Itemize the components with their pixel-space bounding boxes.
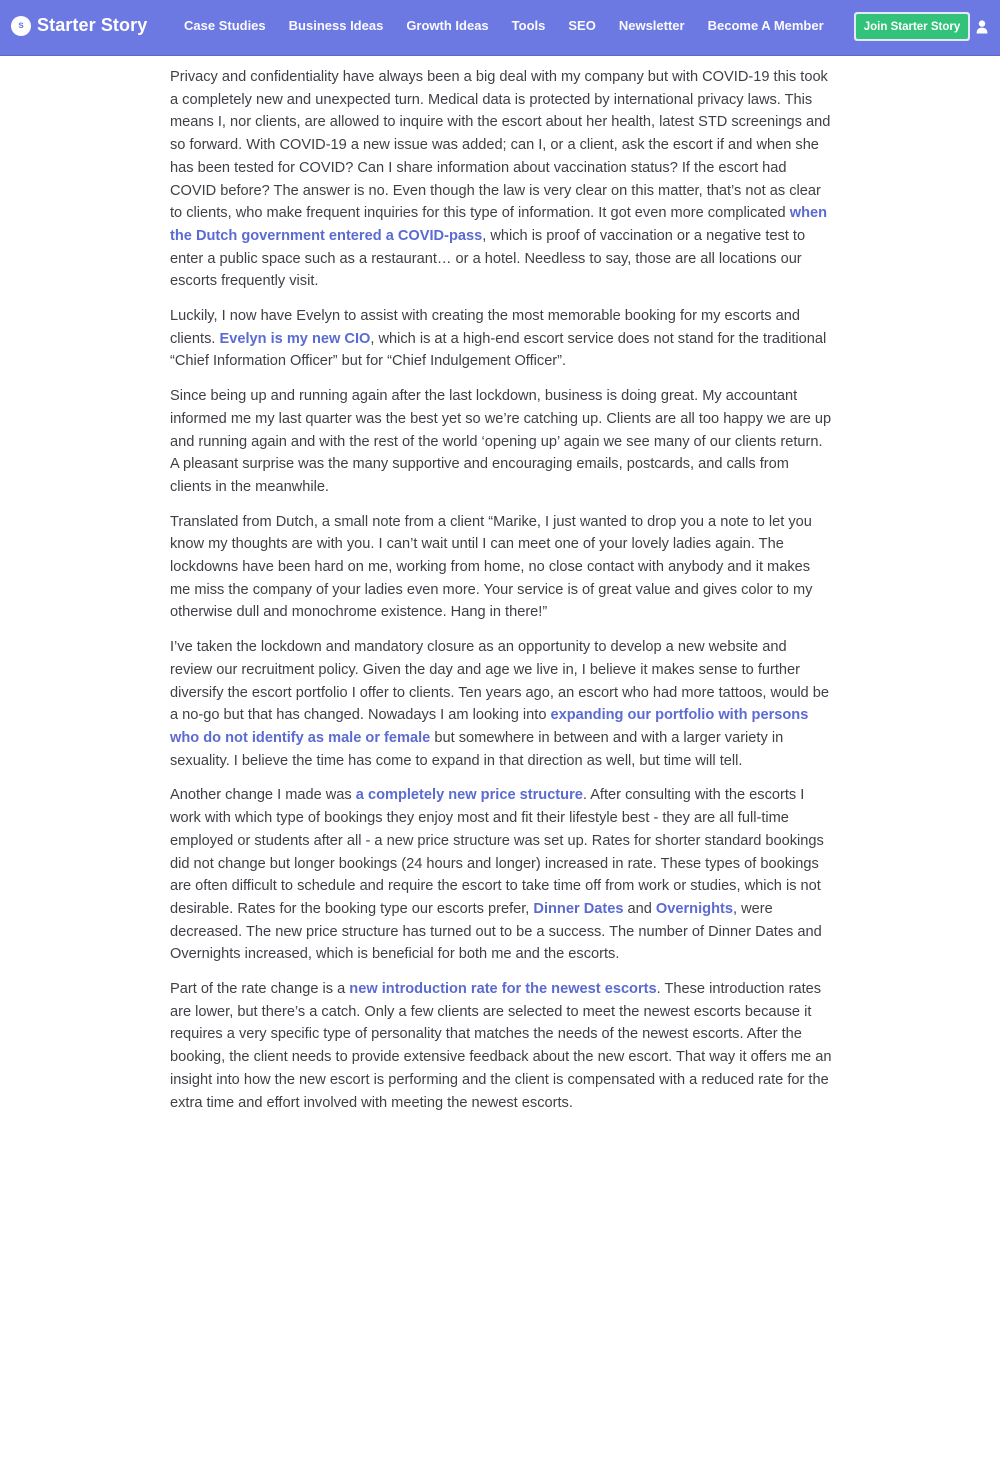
nav-business-ideas[interactable]: Business Ideas — [288, 18, 384, 33]
nav-tools[interactable]: Tools — [511, 18, 546, 33]
paragraph-privacy: Privacy and confidentiality have always been a big deal with my company but with COVID-19 this took a completely new and unexpected turn. Medical data is protected by international privacy laws. This means I, nor clients, are allowed to inquire with the escort about her health, latest STD screenings and so forward. With COVID-19 a new issue was added; can I, or a client, ask the escort if and when she has been tested for COVID? Can I share information about vaccination status? If the escort had COVID before? The answer is no. Even though the law is very clear on this matter, that’s not as clear to clients, who make frequent inquiries for this type of information. It got even more complicated when the Dutch government entered a COVID-pass, which is proof of vaccination or a negative test to enter a public space such as a restaurant… or a hotel. Needless to say, those are all locations our escorts frequently visit. — [170, 69, 831, 290]
link-dutch-covid-pass[interactable]: when the Dutch government entered a COVID-pass — [170, 205, 828, 244]
link-expanding-portfolio[interactable]: expanding our portfolio with persons who do not identify as male or female — [170, 707, 809, 746]
join-button-wrapper — [854, 12, 970, 41]
nav-newsletter[interactable]: Newsletter — [618, 18, 685, 33]
paragraph-recruitment: I’ve taken the lockdown and mandatory closure as an opportunity to develop a new website and review our recruitment policy. Given the day and age we live in, I believe it makes sense to further diversify the escort portfolio I offer to clients. Ten years ago, an escort who had more tattoos, would be a no-go but that has changed. Nowadays I am looking into expanding our portfolio with persons who do not identify as male or female but somewhere in between and with a larger variety in sexuality. I believe the time has come to expand in that direction as well, but time will tell. — [170, 639, 829, 769]
nav-growth-ideas[interactable]: Growth Ideas — [406, 18, 489, 33]
article-body — [170, 66, 832, 1126]
paragraph-business-recovery: Since being up and running again after the last lockdown, business is doing great. My accountant informed me my last quarter was the best yet so we’re catching up. Clients are all too happy we are up and running again and with the rest of the world ‘opening up’ again we see many of our clients return. A pleasant surprise was the many supportive and encouraging emails, postcards, and calls from clients in the meanwhile. — [170, 388, 832, 495]
user-icon[interactable] — [976, 20, 988, 34]
link-dinner-dates[interactable]: Dinner Dates — [533, 900, 624, 917]
join-starter-story-button[interactable]: Join Starter Story — [856, 14, 968, 39]
nav-seo[interactable]: SEO — [568, 18, 596, 33]
main-nav — [184, 18, 847, 33]
brand-home-link[interactable] — [11, 15, 147, 36]
brand-name: Starter Story — [37, 15, 148, 35]
nav-become-a-member[interactable]: Become A Member — [707, 18, 824, 33]
top-navbar — [0, 0, 1000, 56]
link-evelyn-cio[interactable]: Evelyn is my new CIO — [219, 330, 371, 347]
paragraph-client-note: Translated from Dutch, a small note from a client “Marike, I just wanted to drop you a note to let you know my thoughts are with you. I can’t wait until I can meet one of your lovely ladies again. The lockdowns have been hard on me, working from home, no close contact with anybody and it makes me miss the company of your ladies even more. Your service is of great value and gives color to my otherwise dull and monochrome existence. Hang in there!” — [170, 513, 813, 621]
link-introduction-rate[interactable]: new introduction rate for the newest escorts — [349, 981, 657, 998]
paragraph-introduction-rate: Part of the rate change is a new introduction rate for the newest escorts. These introduction rates are lower, but there’s a catch. Only a few clients are selected to meet the newest escorts because it requires a very specific type of personality that matches the needs of the newest escorts. After the booking, the client needs to provide extensive feedback about the new escort. That way it offers me an insight into how the new escort is performing and the client is compensated with a reduced rate for the extra time and effort involved with meeting the newest escorts. — [170, 981, 832, 1111]
brand-logo-icon: s — [11, 16, 31, 36]
paragraph-evelyn: Luckily, I now have Evelyn to assist with creating the most memorable booking for my escorts and clients. Evelyn is my new CIO, which is at a high-end escort service does not stand for the traditional “Chief Information Officer” but for “Chief Indulgement Officer”. — [170, 308, 827, 370]
link-new-price-structure[interactable]: a completely new price structure — [355, 787, 583, 804]
paragraph-price-structure: Another change I made was a completely new price structure. After consulting with the escorts I work with which type of bookings they enjoy most and fit their lifestyle best - they are all full-time employed or students after all - a new price structure was set up. Rates for shorter standard bookings did not change but longer bookings (24 hours and longer) increased in rate. These types of bookings are often difficult to schedule and require the escort to take time off from work or studies, which is not desirable. Rates for the booking type our escorts prefer, Dinner Dates and Overnights, were decreased. The new price structure has turned out to be a success. The number of Dinner Dates and Overnights increased, which is beneficial for both me and the escorts. — [170, 787, 824, 963]
nav-case-studies[interactable]: Case Studies — [184, 18, 266, 33]
link-overnights[interactable]: Overnights — [655, 900, 733, 917]
